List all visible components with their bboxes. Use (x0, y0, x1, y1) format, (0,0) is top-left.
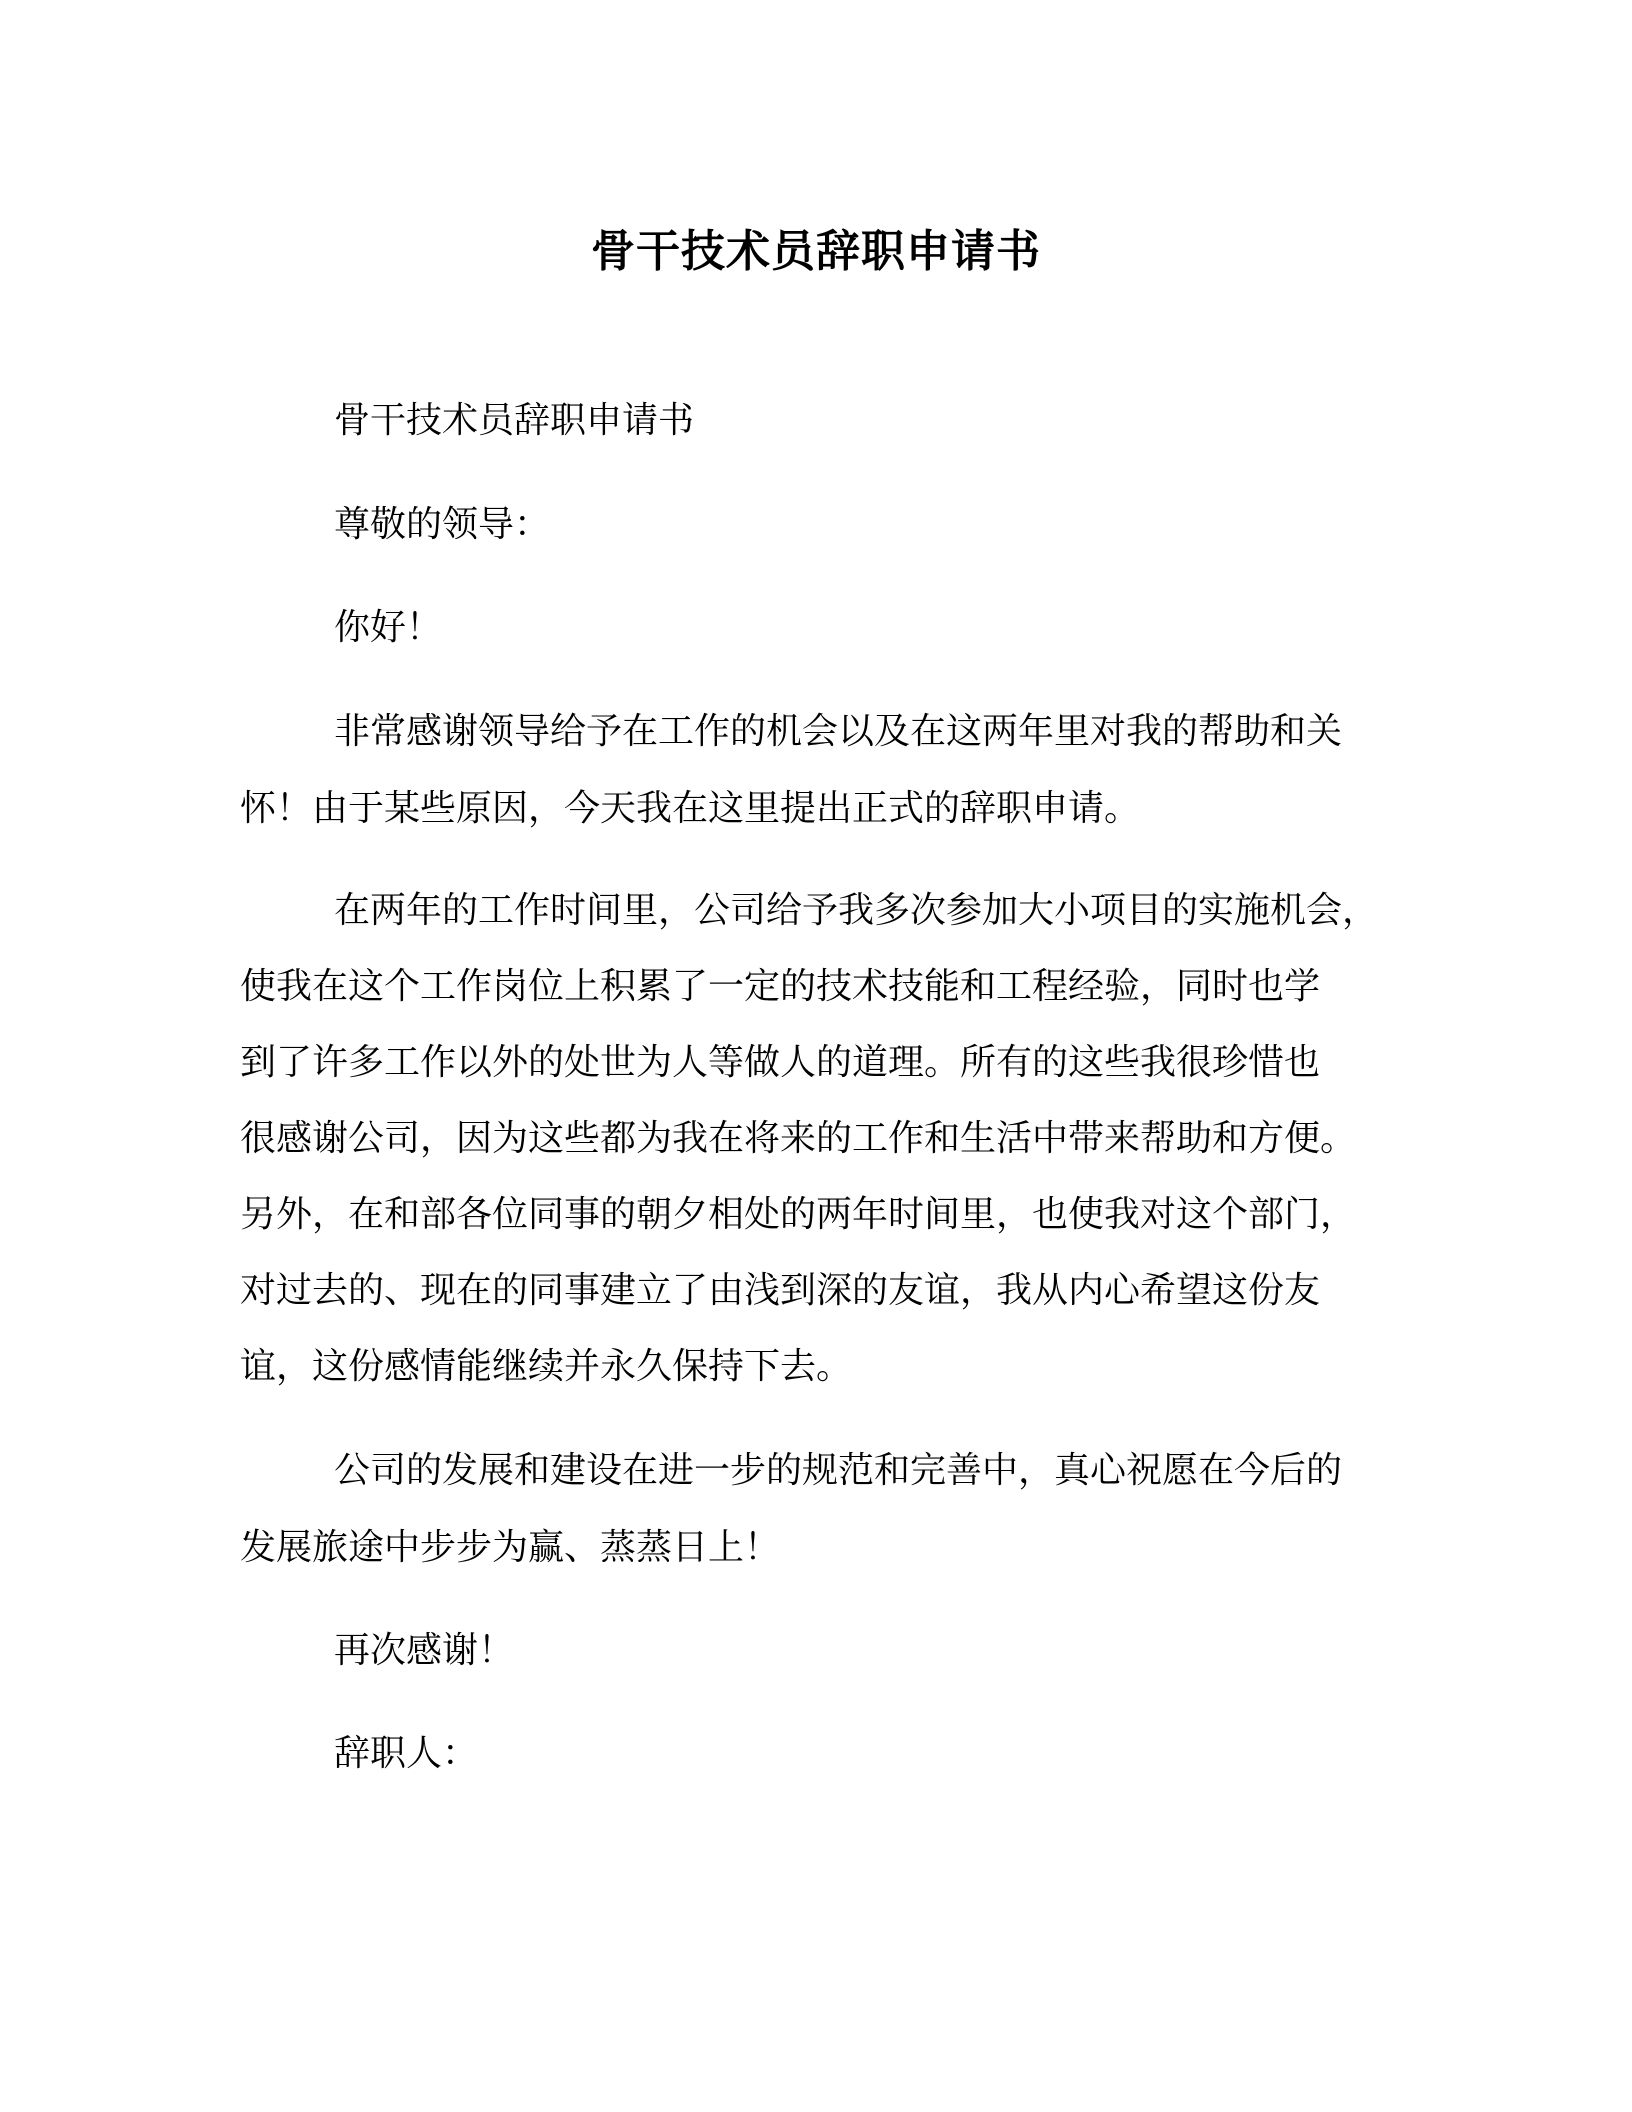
letter-heading: 骨干技术员辞职申请书 (334, 400, 695, 441)
paragraph-2-line: 到了许多工作以外的处世为人等做人的道理。所有的这些我很珍惜也 (240, 1042, 1321, 1083)
paragraph-3-line: 发展旅途中步步为赢、蒸蒸日上！ (240, 1527, 781, 1568)
salutation: 尊敬的领导： (334, 504, 551, 545)
paragraph-2-line: 在两年的工作时间里，公司给予我多次参加大小项目的实施机会， (334, 890, 1379, 931)
paragraph-3-line: 公司的发展和建设在进一步的规范和完善中，真心祝愿在今后的 (334, 1450, 1343, 1491)
paragraph-2-line: 另外，在和部各位同事的朝夕相处的两年时间里，也使我对这个部门， (240, 1194, 1357, 1235)
paragraph-2-line: 使我在这个工作岗位上积累了一定的技术技能和工程经验，同时也学 (240, 966, 1321, 1007)
paragraph-1-line: 怀！由于某些原因，今天我在这里提出正式的辞职申请。 (240, 788, 1141, 829)
paragraph-2-line: 谊，这份感情能继续并永久保持下去。 (240, 1346, 853, 1387)
paragraph-2-line: 对过去的、现在的同事建立了由浅到深的友谊，我从内心希望这份友 (240, 1270, 1321, 1311)
paragraph-2-line: 很感谢公司，因为这些都为我在将来的工作和生活中带来帮助和方便。 (240, 1118, 1357, 1159)
document-title: 骨干技术员辞职申请书 (591, 226, 1041, 277)
signature-label: 辞职人： (334, 1733, 479, 1774)
paragraph-1-line: 非常感谢领导给予在工作的机会以及在这两年里对我的帮助和关 (334, 711, 1343, 752)
closing-thanks: 再次感谢！ (334, 1630, 515, 1671)
greeting: 你好！ (334, 607, 443, 648)
